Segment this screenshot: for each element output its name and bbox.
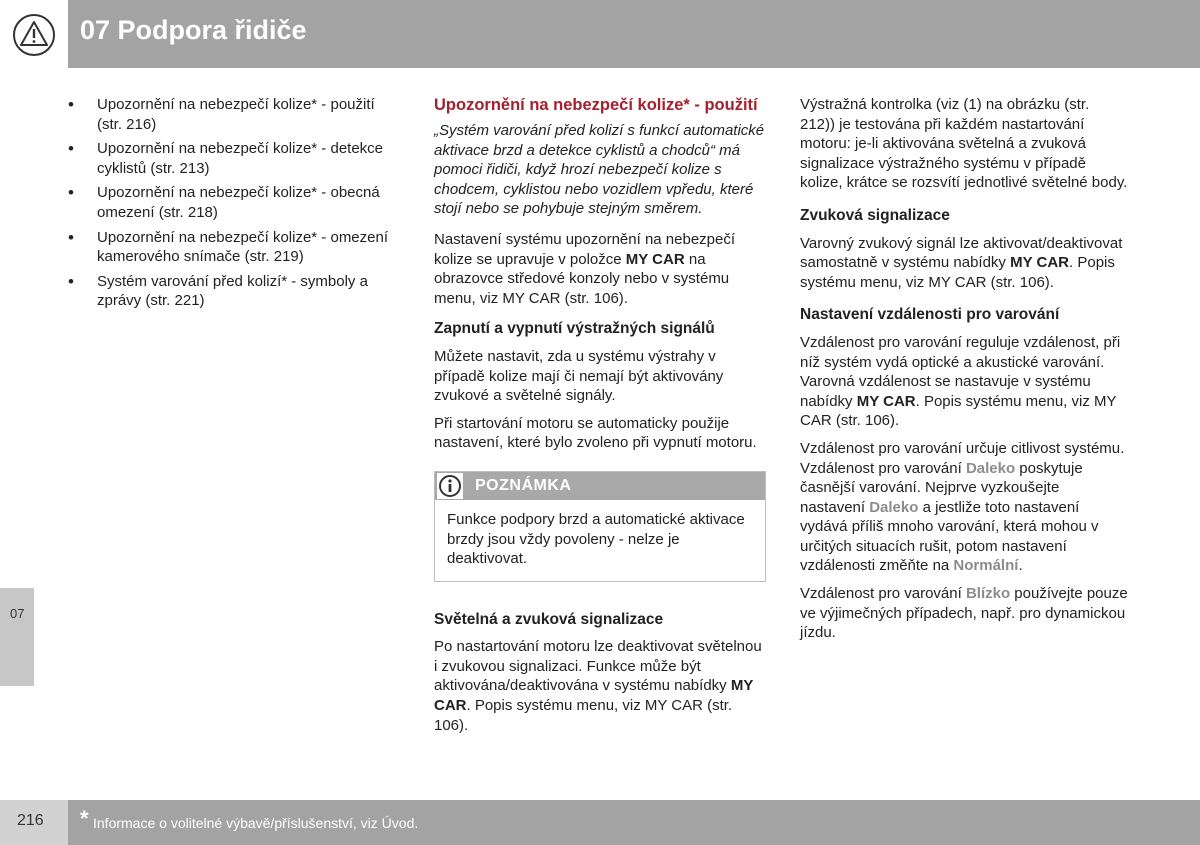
footer-bar [68,800,1200,845]
text: . Popis systému menu, viz MY CAR (str. 106). [800,392,1117,430]
chapter-number: 07 [10,606,25,621]
text: poskytuje časnější varování. Nejprve vyzkoušejte nastavení [800,459,1083,516]
menu-ref: MY CAR [434,677,754,715]
text: Vzdálenost pro varování [800,585,966,603]
note-text: Funkce podpory brzd a automatické aktivace brzdy jsou vždy povoleny - nelze je deaktivovat. [447,510,745,568]
text: a jestliže toto nastavení vydává příliš mnoho varování, která mohou v určitých situacích rušit, potom nastavení vzdálenosti změňte na [800,498,1099,575]
header-icon-box [0,0,68,68]
paragraph [800,234,1128,293]
paragraph [434,637,766,735]
footnote-star: * [80,806,89,831]
paragraph [434,230,766,308]
info-icon [437,473,463,499]
list-item[interactable]: • Upozornění na nebezpečí kolize* - použití (str. 216) [68,95,403,134]
list-item[interactable]: • Upozornění na nebezpečí kolize* - obecná omezení (str. 218) [68,183,403,222]
setting-value: Daleko [965,459,1016,477]
text: Varovný zvukový signál lze aktivovat/deaktivovat samostatně v systému nabídky [800,234,1123,272]
paragraph: Výstražná kontrolka (viz (1) na obrázku (str. 212)) je testována při každém nastartování motoru: je-li aktivována světelná a zvuková signalizace výstražného systému v případě kolize, krátce se rozsvítí jednotlivé světelné body. [800,96,1128,192]
setting-value: Normální [953,557,1019,575]
paragraph [800,439,1128,576]
footnote-text: Informace o volitelné výbavě/příslušenství, viz Úvod. [93,815,419,831]
menu-ref: MY CAR [856,392,916,410]
page-title: 07 Podpora řidiče [80,15,307,45]
header-bar [68,0,1200,68]
menu-ref: MY CAR [1010,254,1070,272]
text: . Popis systému menu, viz MY CAR (str. 106). [434,697,733,734]
text: používejte pouze ve výjimečných případech, např. pro dynamickou jízdu. [800,585,1128,642]
paragraph: Při startování motoru se automaticky použije nastavení, které bylo zvoleno při vypnutí motoru. [434,414,757,452]
page-number-box [0,800,68,845]
note-header [435,472,765,500]
section-title: Upozornění na nebezpečí kolize* - použití [434,96,758,114]
subheading: Zvuková signalizace [800,206,950,224]
subheading: Zapnutí a vypnutí výstražných signálů [434,320,715,338]
text: Vzdálenost pro varování určuje citlivost systému. Vzdálenost pro varování [800,439,1125,477]
list-item[interactable]: • Upozornění na nebezpečí kolize* - detekce cyklistů (str. 213) [68,139,403,178]
column-related-links [68,95,403,316]
setting-value: Daleko [869,498,919,516]
subheading: Světelná a zvuková signalizace [434,610,664,628]
text: na obrazovce středové konzoly nebo v systému menu, viz MY CAR (str. 106). [434,250,730,307]
paragraph [800,584,1128,643]
text: Po nastartování motoru lze deaktivovat světelnou i zvukovou signalizaci. Funkce může být aktivována/deaktivována v systému nabídky [434,638,762,695]
note-box [434,471,766,582]
list-item[interactable]: • Systém varování před kolizí* - symboly a zprávy (str. 221) [68,272,403,311]
column-main [434,95,766,743]
subheading: Nastavení vzdálenosti pro varování [800,306,1060,324]
setting-value: Blízko [965,585,1011,603]
text: Vzdálenost pro varování reguluje vzdálenost, při níž systém vydá optické a akustické varování. Varovná vzdálenost se nastavuje v systému nabídky [800,333,1121,410]
column-settings [800,95,1128,651]
paragraph [800,333,1128,431]
note-title: POZNÁMKA [475,476,572,494]
text: . Popis systému menu, viz MY CAR (str. 106). [800,254,1115,291]
chapter-side-tab [0,588,34,686]
intro-paragraph: „Systém varování před kolizí s funkcí automatické aktivace brzd a detekce cyklistů a chodců“ má pomoci řidiči, když hrozí nebezpečí kolize s chodcem, cyklistou nebo vozidlem vpředu, které stojí nebo se pohybuje stejným směrem. [434,122,765,218]
related-topics-list [68,95,403,311]
list-item[interactable]: • Upozornění na nebezpečí kolize* - omezení kamerového snímače (str. 219) [68,228,403,267]
warning-triangle-icon [12,13,56,57]
paragraph: Můžete nastavit, zda u systému výstrahy v případě kolize mají či nemají být aktivovány zvukové a světelné signály. [434,347,724,405]
text: Nastavení systému upozornění na nebezpečí kolize se upravuje v položce [434,230,736,268]
page-number: 216 [17,812,44,829]
menu-ref: MY CAR [625,250,685,268]
text: . [1018,557,1023,575]
